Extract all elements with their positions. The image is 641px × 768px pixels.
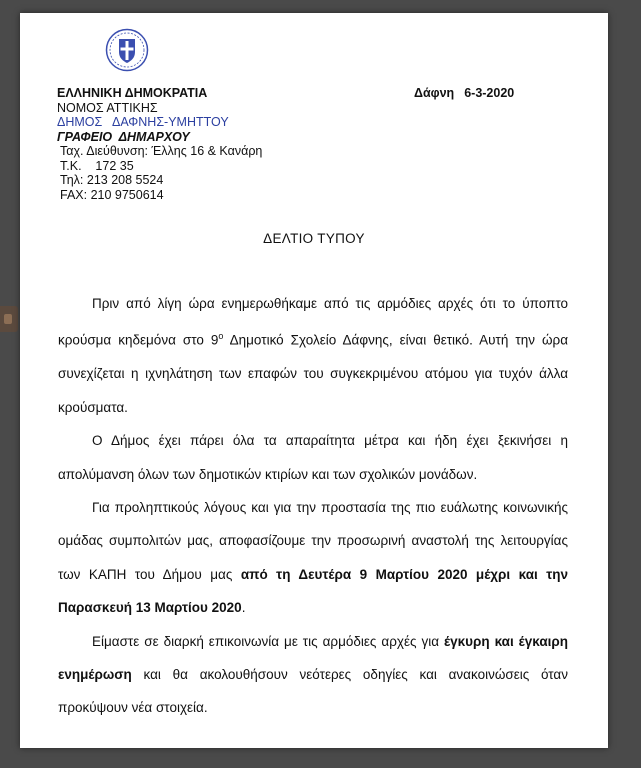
paragraph-1: Πριν από λίγη ώρα ενημερωθήκαμε από τις αρμόδιες αρχές ότι το ύποπτο κρούσμα κηδεμόνα στο $9^o$ Δημοτικό Σχολείο Δάφνης, είναι θετικό. Αυτή την ώρα συνεχίζεται η ιχνηλάτηση των επαφών του συγκεκριμένου ατόμου για τυχόν άλλα κρούσματα. bbox=[58, 296, 568, 415]
header-phone: Τηλ: 213 208 5524 bbox=[60, 173, 164, 187]
header-republic: ΕΛΛΗΝΙΚΗ ΔΗΜΟΚΡΑΤΙΑ bbox=[57, 86, 208, 100]
header-mayor-office: ΓΡΑΦΕΙΟ ΔΗΜΑΡΧΟΥ bbox=[57, 129, 190, 144]
paragraph-2: Ο Δήμος έχει πάρει όλα τα απαραίτητα μέτρα και ήδη έχει ξεκινήσει η απολύμανση όλων των δημοτικών κτιρίων και των σχολικών μονάδων. bbox=[58, 433, 568, 482]
greek-coat-of-arms-icon bbox=[105, 28, 149, 72]
header-fax: FAX: 210 9750614 bbox=[60, 187, 164, 202]
document-date bbox=[414, 86, 514, 100]
header-postal-code: Τ.Κ. 172 35 bbox=[60, 158, 134, 173]
date-value: 6-3-2020 bbox=[464, 86, 515, 100]
header-municipality: ΔΗΜΟΣ ΔΑΦΝΗΣ-ΥΜΗΤΤΟΥ bbox=[57, 115, 229, 129]
document-body bbox=[58, 287, 568, 725]
press-release-title: ΔΕΛΤΙΟ ΤΥΠΟΥ bbox=[263, 231, 365, 246]
header-address: Ταχ. Διεύθυνση: Έλλης 16 & Κανάρη bbox=[60, 144, 263, 158]
side-panel-tab[interactable] bbox=[0, 306, 18, 332]
date-place: Δάφνη bbox=[414, 86, 455, 100]
header-prefecture: ΝΟΜΟΣ ΑΤΤΙΚΗΣ bbox=[57, 100, 158, 115]
paragraph-4: Είμαστε σε διαρκή επικοινωνία με τις αρμόδιες αρχές για έγκυρη και έγκαιρη ενημέρωση και θα ακολουθήσουν νεότερες οδηγίες και ανακοινώσεις όταν προκύψουν νέα στοιχεία. bbox=[58, 633, 569, 716]
document-page bbox=[20, 13, 608, 748]
paragraph-3: Για προληπτικούς λόγους και για την προστασία της πιο ευάλωτης κοινωνικής ομάδας συμπολιτών μας, αποφασίζουμε την προσωρινή αναστολή της λειτουργίας των ΚΑΠΗ του Δήμου μας από τη Δευτέρα 9 Μαρτίου 2020 μέχρι και την Παρασκευή 13 Μαρτίου 2020. bbox=[58, 499, 568, 616]
